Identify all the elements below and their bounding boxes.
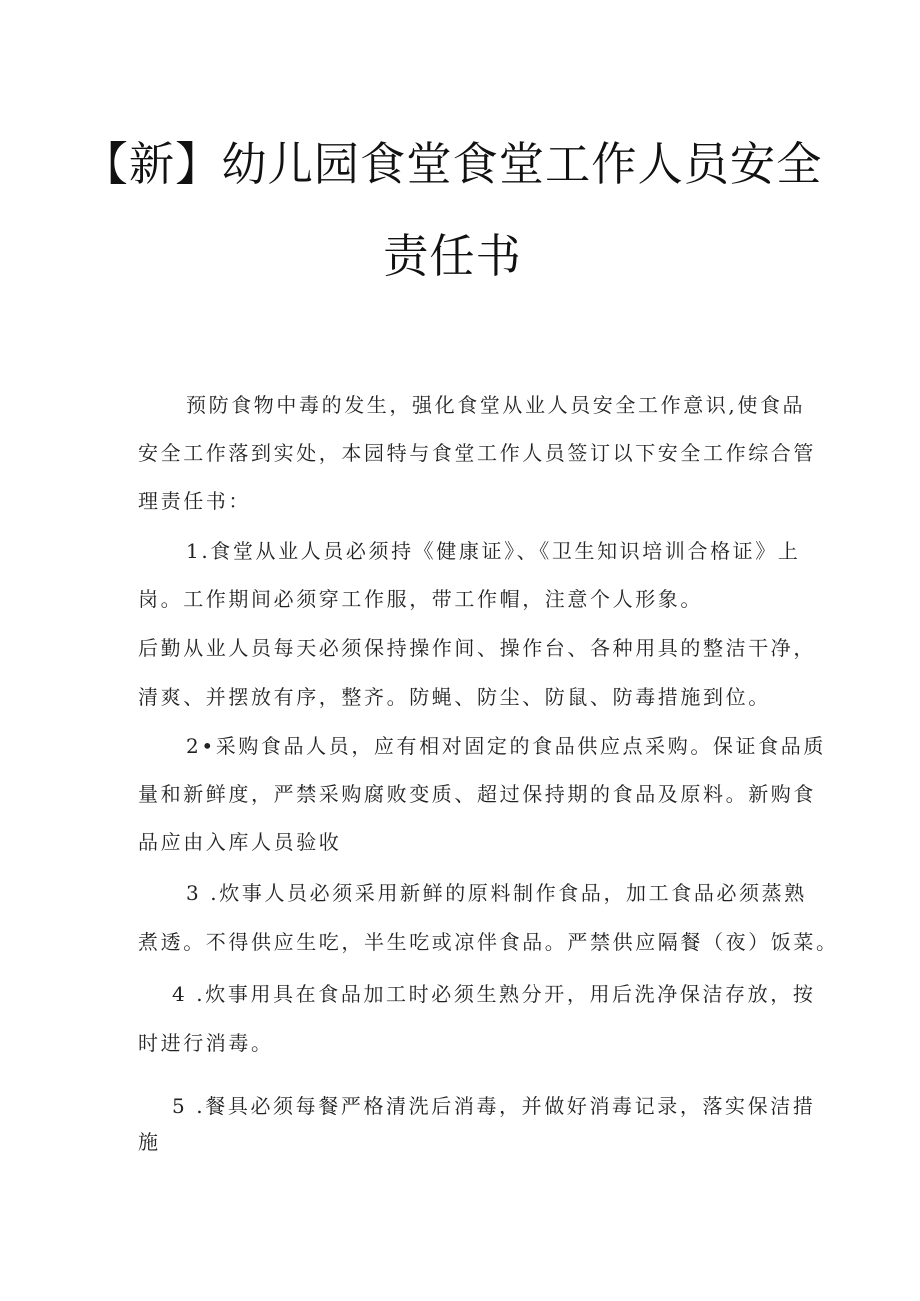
body-line-15: 5 .餐具必须每餐严格清洗后消毒，并做好消毒记录，落实保洁措 (172, 1094, 816, 1118)
body-line-9: 量和新鲜度，严禁采购腐败变质、超过保持期的食品及原料。新购食 (138, 782, 816, 806)
body-line-14: 时进行消毒。 (138, 1031, 274, 1055)
body-line-6: 后勤从业人员每天必须保持操作间、操作台、各种用具的整洁干净， (138, 636, 816, 660)
body-line-1: 预防食物中毒的发生，强化食堂从业人员安全工作意识,使食品 (186, 393, 806, 417)
body-line-2: 安全工作落到实处，本园特与食堂工作人员签订以下安全工作综合管 (138, 441, 816, 465)
body-line-12: 煮透。不得供应生吃，半生吃或凉伴食品。严禁供应隔餐（夜）饭菜。 (138, 930, 839, 954)
document-title-line-1: 【新】幼儿园食堂食堂工作人员安全 (82, 137, 823, 191)
body-line-13: 4 .炊事用具在食品加工时必须生熟分开，用后洗净保洁存放，按 (172, 982, 816, 1006)
document-title-line-2: 责任书 (383, 229, 522, 283)
body-line-10: 品应由入库人员验收 (138, 830, 342, 854)
body-line-8: 2•采购食品人员，应有相对固定的食品供应点采购。保证食品质 (186, 734, 826, 758)
body-line-11: 3 .炊事人员必须采用新鲜的原料制作食品，加工食品必须蒸熟 (186, 881, 807, 905)
body-line-16: 施 (138, 1130, 161, 1154)
body-line-3: 理责任书： (138, 489, 251, 513)
body-line-4: 1.食堂从业人员必须持《健康证》、《卫生知识培训合格证》上 (186, 539, 801, 563)
body-line-7: 清爽、并摆放有序，整齐。防蝇、防尘、防鼠、防毒措施到位。 (138, 685, 771, 709)
body-line-5: 岗。工作期间必须穿工作服，带工作帽，注意个人形象。 (138, 587, 703, 611)
